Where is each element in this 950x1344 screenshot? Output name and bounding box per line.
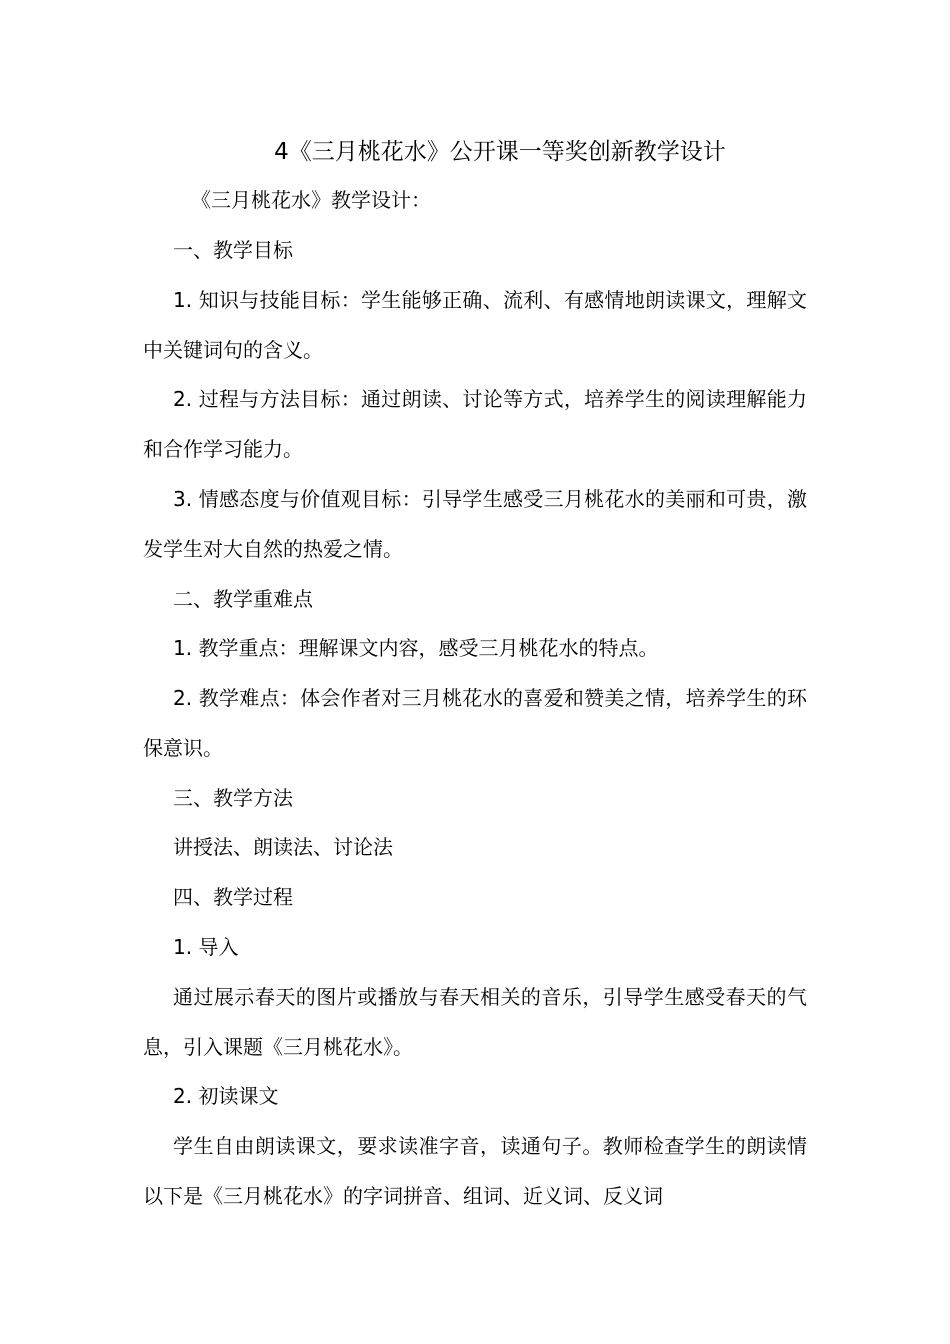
section-heading-methods: 三、教学方法 (173, 786, 293, 810)
paragraph-difficult-point: 2. 教学难点：体会作者对三月桃花水的喜爱和赞美之情，培养学生的环保意识。 (143, 686, 807, 760)
section-heading-process: 四、教学过程 (173, 885, 293, 909)
section-heading-objectives: 一、教学目标 (173, 238, 293, 262)
paragraph-methods: 讲授法、朗读法、讨论法 (173, 835, 393, 859)
paragraph-design-heading: 《三月桃花水》教学设计： (191, 188, 431, 212)
paragraph-objective-1: 1. 知识与技能目标：学生能够正确、流利、有感情地朗读课文，理解文中关键词句的含义。 (143, 288, 807, 362)
paragraph-objective-3: 3. 情感态度与价值观目标：引导学生感受三月桃花水的美丽和可贵，激发学生对大自然的热爱之情。 (143, 487, 807, 561)
document-title: 4《三月桃花水》公开课一等奖创新教学设计 (274, 139, 726, 165)
paragraph-key-point: 1. 教学重点：理解课文内容，感受三月桃花水的特点。 (173, 636, 659, 660)
section-heading-key-points: 二、教学重难点 (173, 587, 313, 611)
subheading-introduction: 1. 导入 (173, 935, 239, 959)
paragraph-objective-2: 2. 过程与方法目标：通过朗读、讨论等方式，培养学生的阅读理解能力和合作学习能力。 (143, 387, 807, 461)
paragraph-introduction: 通过展示春天的图片或播放与春天相关的音乐，引导学生感受春天的气息，引入课题《三月桃花水》。 (143, 985, 807, 1059)
paragraph-first-reading: 学生自由朗读课文，要求读准字音，读通句子。教师检查学生的朗读情以下是《三月桃花水》的字词拼音、组词、近义词、反义词 (143, 1134, 807, 1208)
subheading-first-reading: 2. 初读课文 (173, 1084, 279, 1108)
